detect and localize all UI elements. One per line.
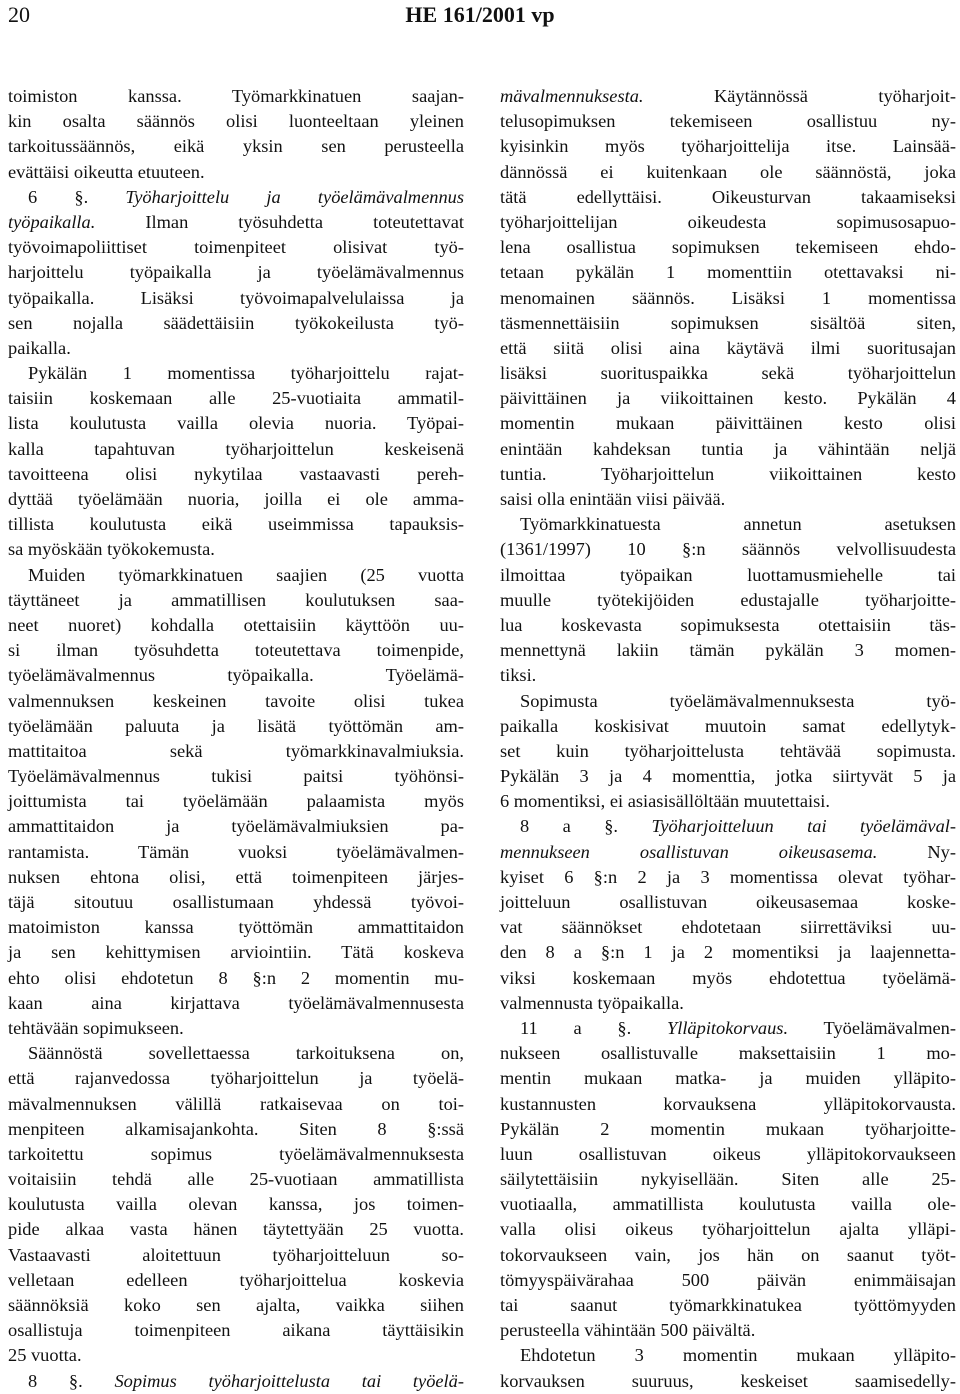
text-span: 11 a §.	[520, 1017, 667, 1038]
italic-text: työpaikalla.	[8, 211, 96, 232]
text-line: että siitä olisi aina käytävä ilmi suoritusajan	[500, 337, 956, 358]
text-line: luun osallistuvan oikeus ylläpitokorvaukseen	[500, 1143, 956, 1164]
text-line: osallistuja toimenpiteen aikana täyttäisikin	[8, 1320, 464, 1341]
text-line: rantamista. Tämän vuoksi työelämävalmen-	[8, 841, 464, 862]
page-header	[0, 0, 960, 40]
text-line: täjä sitoutuu osallistumaan yhdessä työvoi-	[8, 892, 464, 912]
text-line: korvauksen suuruus, keskeiset saamisedelly-	[500, 1370, 956, 1391]
text-line: 25 vuotta.	[8, 1345, 82, 1366]
text-line: dännössä ei kuitenkaan ole säännöstä, joka	[500, 161, 956, 182]
text-line: joitteluun osallistuvan oikeusasemaa koske-	[500, 892, 956, 912]
text-line: Pykälän 2 momentin mukaan työharjoitte-	[500, 1118, 956, 1139]
text-line: koulutusta vailla olevan kanssa, jos toimen-	[8, 1194, 464, 1215]
text-line: tarkoitettu sopimus työelämävalmennuksesta	[8, 1143, 464, 1164]
text-line	[500, 840, 956, 865]
text-line: momentin mukaan päivittäinen kesto olisi	[500, 413, 956, 434]
text-line: Muiden työmarkkinatuen saajien (25 vuotta	[28, 564, 464, 585]
text-line: kaan aina kirjattava työelämävalmennusesta	[8, 992, 464, 1013]
text-span: 6 §.	[28, 186, 126, 207]
text-line: tillista koulutusta eikä useimmissa tapauksis-	[8, 514, 464, 535]
text-line: työelämävalmennus työpaikalla. Työelämä-	[8, 665, 464, 686]
text-line: muulle työtekijöiden edustajalle työharjoitte-	[500, 589, 956, 610]
text-line: Työmarkkinatuesta annetun asetuksen	[520, 514, 956, 535]
text-line: sen nojalla säädettäisiin työkokeilusta työ-	[8, 312, 464, 333]
text-line: tiksi.	[500, 665, 537, 686]
text-line: sa myöskään työkokemusta.	[8, 539, 215, 560]
text-line: valmennuksen keskeinen tavoite olisi tukea	[8, 690, 464, 711]
text-line: den 8 a §:n 1 ja 2 momentiksi ja laajennetta-	[500, 942, 956, 963]
text-line	[500, 814, 956, 839]
text-line: lua koskevasta sopimuksesta otettaisiin täs-	[500, 614, 956, 635]
text-line: tehtävään sopimukseen.	[8, 1017, 184, 1038]
text-line: tokorvaukseen vain, jos hän on saanut työt-	[500, 1244, 956, 1265]
text-line: tarkoitussäännös, eikä yksin sen perusteella	[8, 136, 464, 157]
text-line: Pykälän 1 momentissa työharjoittelu rajat-	[28, 363, 464, 384]
text-line: Pykälän 3 ja 4 momenttia, jotka siirtyvät 5 ja	[500, 766, 956, 787]
text-line: tömyyspäivärahaa 500 päivän enimmäisajan	[500, 1269, 956, 1290]
text-line: Työelämävalmennus tukisi paitsi työhönsi-	[8, 766, 464, 787]
text-line: tuntia. Työharjoittelun viikoittainen kesto	[500, 463, 956, 484]
text-line: valmennusta työpaikalla.	[500, 992, 684, 1013]
text-line: valla olisi oikeus työharjoittelun ajalta ylläpi-	[500, 1219, 956, 1240]
text-line: paikalla.	[8, 337, 71, 358]
text-line: kustannusten korvauksena ylläpitokorvausta.	[500, 1093, 956, 1114]
text-line	[500, 1016, 956, 1041]
text-line: lisäksi suorituspaikka sekä työharjoittelun	[500, 363, 956, 384]
text-line: vat säännökset ehdotetaan siirrettäviksi uu-	[500, 917, 956, 938]
text-line: vuotiaalla, ammatillista koulutusta vailla ole-	[500, 1194, 956, 1215]
text-line: telusopimuksen tekemiseen osallistuu ny-	[500, 111, 956, 132]
text-line: Säännöstä sovellettaessa tarkoituksena on,	[28, 1043, 464, 1064]
text-line	[8, 185, 464, 210]
text-line: säilytettäisiin nykyisellään. Siten alle 25-	[500, 1169, 956, 1190]
text-line: kin osalta säännös olisi luonteeltaan yleinen	[8, 111, 464, 132]
italic-text: Sopimus työharjoittelusta tai työelä-	[114, 1370, 464, 1391]
text-line: mentin mukaan matka- ja muiden ylläpito-	[500, 1068, 956, 1089]
text-line: taisiin koskemaan alle 25-vuotiaita ammatil-	[8, 388, 464, 409]
text-line: päivittäinen ja viikoittainen kesto. Pykälän 4	[500, 388, 956, 409]
text-span: Ilman työsuhdetta toteutettavat	[95, 211, 464, 232]
text-line: paikalla koskisivat muutoin samat edellytyk-	[500, 715, 956, 736]
document-id: HE 161/2001 vp	[405, 2, 555, 27]
text-line: mennettynä lakiin tämän pykälän 3 momen-	[500, 640, 956, 661]
text-line: tetaan pykälän 1 momenttiin otettavaksi ni-	[500, 262, 956, 283]
text-line: enintään kahdeksan tuntia ja vähintään neljä	[500, 438, 956, 459]
text-line: tai saanut työmarkkinatukea työttömyyden	[500, 1295, 956, 1315]
text-line: Sopimusta työelämävalmennuksesta työ-	[520, 690, 956, 711]
text-line: kyiset 6 §:n 2 ja 3 momentissa olevat työhar-	[500, 866, 956, 887]
text-line: Ehdotetun 3 momentin mukaan ylläpito-	[520, 1345, 956, 1366]
italic-text: mävalmennuksesta.	[500, 86, 644, 106]
text-line: nukseen osallistuvalle maksettaisiin 1 mo-	[500, 1043, 956, 1064]
text-line: kyisinkin myös työharjoittelija itse. Lainsää-	[500, 136, 956, 157]
text-line: 6 momentiksi, ei asiasisällöltään muutettaisi.	[500, 791, 830, 812]
text-line: työpaikalla. Lisäksi työvoimapalvelulaissa ja	[8, 287, 464, 308]
text-line: pide alkaa vasta hänen täytettyään 25 vuotta.	[8, 1219, 464, 1240]
text-line: matoimiston kanssa työttömän ammattitaidon	[8, 917, 464, 938]
text-span: 8 §.	[28, 1370, 115, 1391]
text-line: täyttäneet ja ammatillisen koulutuksen saa-	[8, 589, 464, 610]
text-line: toimiston kanssa. Työmarkkinatuen saajan-	[8, 86, 464, 106]
text-line: ilmoittaa työpaikan luottamusmiehelle tai	[500, 564, 956, 585]
text-line: ja sen kehittymisen arviointiin. Tätä koskeva	[8, 942, 464, 963]
text-line: voitaisiin tehdä alle 25-vuotiaan ammatillista	[8, 1169, 464, 1190]
text-span: Ny-	[877, 841, 956, 862]
text-line: nuksen ehtona olisi, että toimenpiteen järjes-	[8, 866, 464, 887]
page-number: 20	[8, 2, 30, 27]
text-line: mattitaitoa sekä työmarkkinavalmiuksia.	[8, 740, 464, 761]
text-line: työharjoittelijan oikeudesta sopimusosapuo-	[500, 211, 956, 232]
text-line: saisi olla enintään viisi päivää.	[500, 489, 726, 509]
text-span: Käytännössä työharjoit-	[643, 86, 956, 106]
text-line: lena osallistua sopimuksen tekemiseen ehdo-	[500, 237, 956, 258]
text-line: säännöksiä koko sen ajalta, vaikka siihen	[8, 1295, 464, 1315]
text-line: työelämään paluuta ja lisätä työttömän am-	[8, 715, 464, 736]
text-line: ehto olisi ehdotetun 8 §:n 2 momentin mu-	[8, 967, 464, 988]
text-line: että rajanvedossa työharjoittelun ja työelä-	[8, 1068, 464, 1089]
text-line: menpiteen alkamisajankohta. Siten 8 §:ssä	[8, 1118, 464, 1139]
text-span: Työelämävalmen-	[788, 1017, 956, 1038]
text-line: mävalmennuksen välillä ratkaisevaa on toi-	[8, 1093, 464, 1114]
right-column	[500, 84, 956, 1394]
text-line: joittumista tai työelämään palaamista myös	[8, 791, 464, 812]
text-span: 8 a §.	[520, 816, 652, 837]
text-line: tätä edellyttäisi. Oikeusturvan takaamiseksi	[500, 186, 956, 207]
text-line: set kuin työharjoittelusta tehtävää sopimusta.	[500, 740, 956, 761]
text-line: velletaan edelleen työharjoittelua koskevia	[8, 1269, 464, 1290]
text-line	[500, 84, 956, 109]
text-line: Vastaavasti aloitettuun työharjoitteluun so-	[8, 1244, 464, 1265]
italic-text: Työharjoittelu ja työelämävalmennus	[125, 186, 464, 207]
text-line: ammattitaidon ja työelämävalmiuksien pa-	[8, 816, 464, 837]
text-line: perusteella vähintään 500 päivältä.	[500, 1320, 756, 1341]
text-line: neet nuoret) kohdalla otettaisiin käyttöön uu-	[8, 614, 464, 635]
text-line: (1361/1997) 10 §:n säännös velvollisuudesta	[500, 539, 956, 560]
text-line: viksi koskemaan myös ehdotettua työelämä-	[500, 967, 956, 988]
italic-text: Työharjoitteluun tai työelämäval-	[651, 816, 956, 837]
italic-text: mennukseen osallistuvan oikeusasema.	[500, 841, 878, 862]
text-line: evättäisi oikeutta etuuteen.	[8, 161, 205, 182]
italic-text: Ylläpitokorvaus.	[666, 1017, 789, 1038]
text-line: menomainen säännös. Lisäksi 1 momentissa	[500, 287, 956, 308]
text-line	[8, 210, 464, 235]
left-column	[8, 84, 464, 1394]
text-line: tavoitteena olisi nykytilaa vastaavasti pereh-	[8, 463, 464, 484]
text-line: harjoittelu työpaikalla ja työelämävalmennus	[8, 262, 464, 283]
text-line: si ilman työsuhdetta toteutettava toimenpide,	[8, 640, 464, 661]
text-line: dyttää työelämään nuoria, joilla ei ole amma-	[8, 489, 464, 509]
text-line: työvoimapoliittiset toimenpiteet olisivat työ-	[8, 237, 464, 258]
text-line: täsmennettäisiin sopimuksen sisältöä siten,	[500, 312, 956, 333]
text-line: kalla tapahtuvan työharjoittelun keskeisenä	[8, 438, 464, 459]
text-line: lista koulutusta vailla olevia nuoria. Työpai-	[8, 413, 464, 434]
